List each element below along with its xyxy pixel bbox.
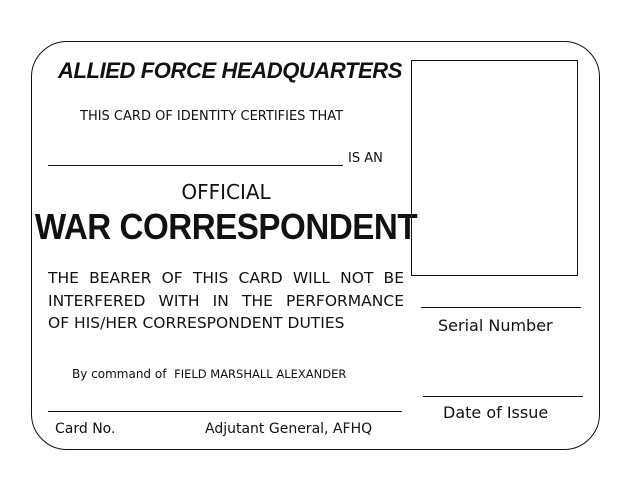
by-command-text — [72, 367, 346, 381]
date-of-issue-label: Date of Issue — [443, 403, 549, 422]
bearer-line-2: INTERFERED WITH IN THE PERFORMANCE — [48, 291, 404, 310]
date-of-issue-field[interactable] — [423, 396, 583, 397]
serial-number-field[interactable] — [421, 307, 581, 308]
headquarters-title: ALLIED FORCE HEADQUARTERS — [58, 58, 403, 83]
photo-box — [411, 60, 578, 276]
signature-line[interactable] — [48, 411, 402, 412]
serial-number-label: Serial Number — [438, 316, 553, 335]
bearer-name-field[interactable] — [48, 165, 343, 166]
bearer-statement — [48, 267, 404, 335]
by-command-prefix: By command of — [72, 367, 167, 381]
war-correspondent-title: WAR CORRESPONDENT — [34, 206, 418, 247]
certifies-text: THIS CARD OF IDENTITY CERTIFIES THAT — [80, 109, 344, 124]
is-an-text: IS AN — [348, 151, 383, 166]
commander-name: FIELD MARSHALL ALEXANDER — [174, 367, 347, 381]
bearer-line-3: OF HIS/HER CORRESPONDENT DUTIES — [48, 314, 345, 332]
official-text: OFFICIAL — [181, 180, 271, 204]
bearer-line-1: THE BEARER OF THIS CARD WILL NOT BE — [48, 269, 404, 287]
card-number-label: Card No. — [55, 421, 116, 437]
adjutant-general-label: Adjutant General, AFHQ — [205, 421, 373, 437]
